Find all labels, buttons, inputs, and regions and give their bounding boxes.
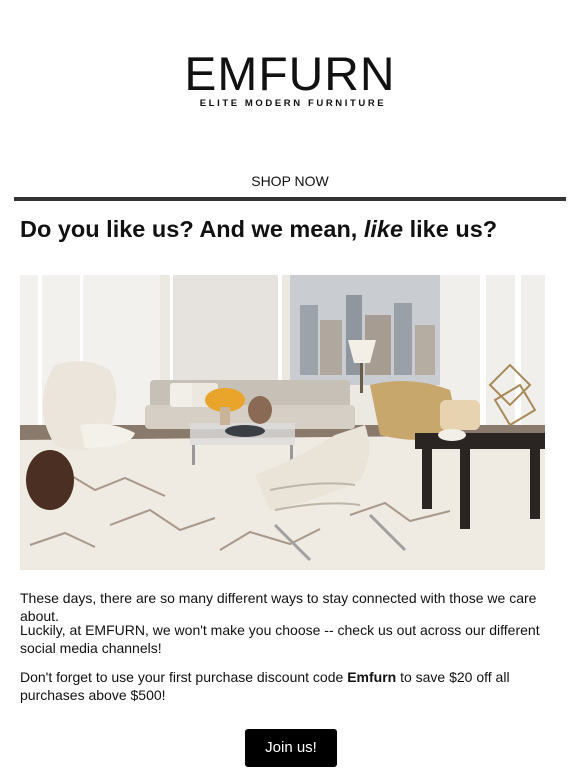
join-us-button[interactable]: Join us! [245,729,337,767]
discount-paragraph [20,668,565,704]
brand-tagline: ELITE MODERN FURNITURE [199,98,387,109]
header-divider [14,197,566,201]
brand-logo[interactable] [0,47,580,109]
headline-emphasis: like [363,216,404,242]
brand-name: EMFURN [184,47,396,100]
hero-image[interactable] [20,275,545,570]
hero-illustration [20,275,545,570]
shop-now-link[interactable]: SHOP NOW [251,173,329,189]
discount-tail: to save $20 off all purchases above $500! [20,669,510,703]
discount-lead: Don't forget to use your first purchase discount code [20,669,348,685]
headline-tail: like us? [403,216,498,242]
discount-code: Emfurn [347,669,397,685]
headline [20,214,565,244]
intro-paragraph: These days, there are so many different ways to stay connected with those we care about. [20,590,537,624]
social-paragraph: Luckily, at EMFURN, we won't make you choose -- check us out across our different social media channels! [20,622,540,656]
headline-lead: Do you like us? And we mean, [20,216,364,242]
